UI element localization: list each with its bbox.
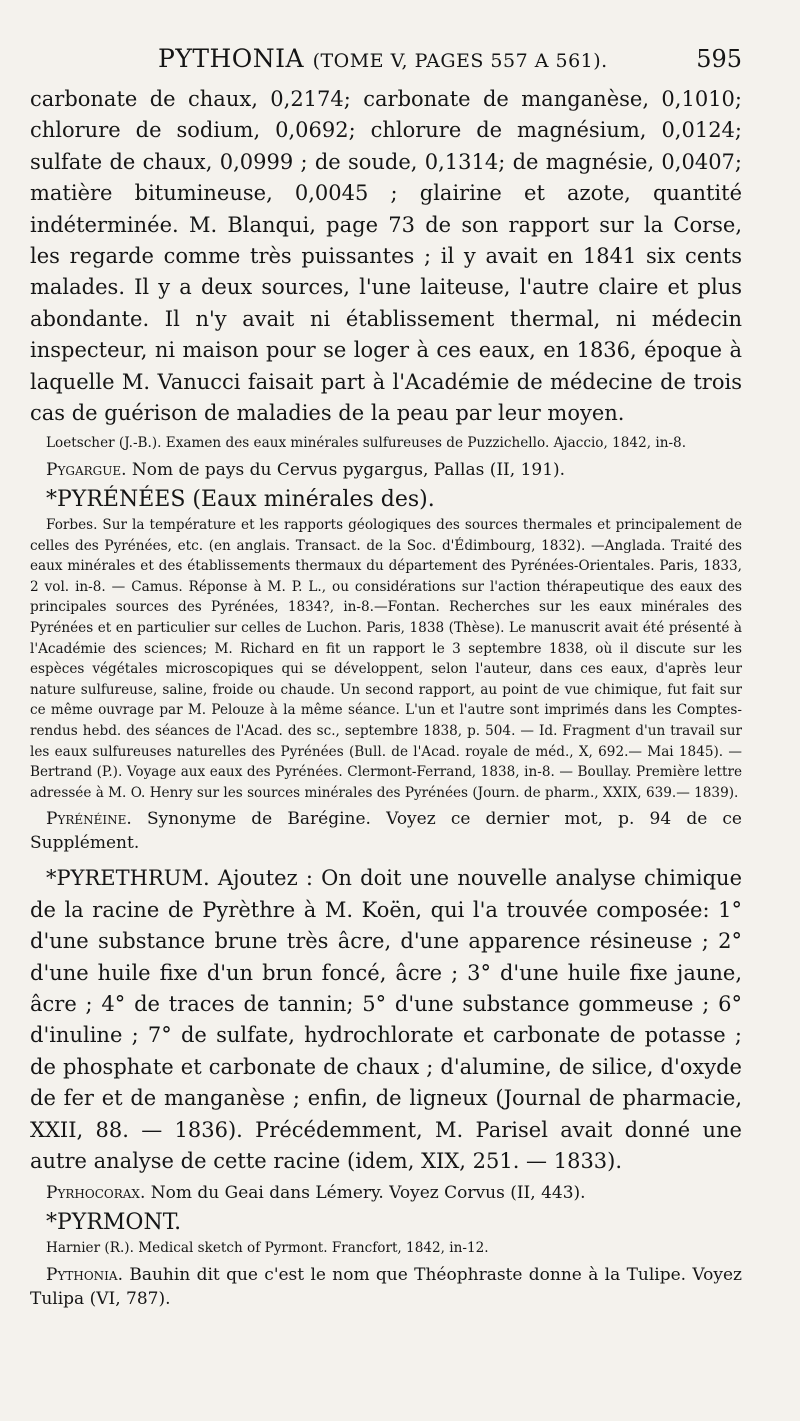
reference-harnier: Harnier (R.). Medical sketch of Pyrmont. Francfort, 1842, in-12. [46,1240,489,1257]
entry-text: Bauhin dit que c'est le nom que Théophraste donne à la Tulipe. Voyez Tulipa (VI, 787). [30,1265,742,1310]
entry-pygargue [30,458,742,482]
entry-pyreneine [30,807,742,855]
page-number: 595 [696,45,742,73]
entry-pythonia [30,1263,742,1311]
entry-term: Pyrénéine. [46,809,132,830]
entry-pyrethrum: *PYRETHRUM. Ajoutez : On doit une nouvelle analyse chimique de la racine de Pyrèthre à M. Koën, qui l'a trouvée composée: 1° d'une substance brune très âcre, d'une apparence résineuse ; 2° d'une huile fixe d'un brun foncé, âcre ; 3° d'une huile fixe jaune, âcre ; 4° de traces de tannin; 5° d'une substance gommeuse ; 6° d'inuline ; 7° de sulfate, hydrochlorate et carbonate de potasse ; de phosphate et carbonate de chaux ; d'alumine, de silice, d'oxyde de fer et de manganèse ; enfin, de ligneux (Journal de pharmacie, XXII, 88. — 1836). Précédemment, M. Parisel avait donné une autre analyse de cette racine (idem, XIX, 251. — 1833). [30,866,742,1174]
entry-term: Pythonia. [46,1265,123,1286]
entry-text: Nom de pays du Cervus pygargus, Pallas (II, 191). [131,460,566,481]
entry-title-pyrenees: *PYRÉNÉES (Eaux minérales des). [46,487,435,513]
reference-loetscher: Loetscher (J.-B.). Examen des eaux minérales sulfureuses de Puzzichello. Ajaccio, 1842, in-8. [46,435,687,452]
document-page [30,42,742,1311]
reference-pyrenees: Forbes. Sur la température et les rapports géologiques des sources thermales et principalement de celles des Pyrénées, etc. (en anglais. Transact. de la Soc. d'Édimbourg, 1832). —Anglada. Traité des eaux minérales et des établissements thermaux du département des Pyrénées-Orientales. Paris, 1833, 2 vol. in-8. — Camus. Réponse à M. P. L., ou considérations sur l'action thérapeutique des eaux des principales sources des Pyrénées, 1834?, in-8.—Fontan. Recherches sur les eaux minérales des Pyrénées et en particulier sur celles de Luchon. Paris, 1838 (Thèse). Le manuscrit avait été présenté à l'Académie des sciences; M. Richard en fit un rapport le 3 septembre 1838, où il discute sur les espèces végétales microscopiques qui se développent, selon l'auteur, dans ces eaux, d'après leur nature sulfureuse, saline, froide ou chaude. Un second rapport, au point de vue chimique, fut fait sur ce même ouvrage par M. Pelouze à la même séance. L'un et l'autre sont imprimés dans les Comptes-rendus hebd. des séances de l'Acad. des sc., septembre 1838, p. 504. — Id. Fragment d'un travail sur les eaux sulfureuses naturelles des Pyrénées (Bull. de l'Acad. royale de méd., X, 692.— Mai 1845). — Bertrand (P.). Voyage aux eaux des Pyrénées. Clermont-Ferrand, 1838, in-8. — Boullay. Première lettre adressée à M. O. Henry sur les sources minérales des Pyrénées (Journ. de pharm., XXIX, 639.— 1839). [30,517,742,801]
entry-text: Synonyme de Barégine. Voyez ce dernier mot, p. 94 de ce Supplément. [30,809,742,854]
entry-term: Pygargue. [46,460,127,481]
entry-term: Pyrhocorax. [46,1183,146,1204]
running-range: (TOME V, PAGES 557 A 561). [312,50,608,72]
entry-title-pyrmont: *PYRMONT. [46,1210,182,1236]
entry-text: Nom du Geai dans Lémery. Voyez Corvus (II, 443). [150,1183,586,1204]
continued-paragraph: carbonate de chaux, 0,2174; carbonate de manganèse, 0,1010; chlorure de sodium, 0,0692; chlorure de magnésium, 0,0124; sulfate de chaux, 0,0999 ; de soude, 0,1314; de magnésie, 0,0407; matière bitumineuse, 0,0045 ; glairine et azote, quantité indéterminée. M. Blanqui, page 73 de son rapport sur la Corse, les regarde comme très puissantes ; il y avait en 1841 six cents malades. Il y a deux sources, l'une laiteuse, l'autre claire et plus abondante. Il n'y avait ni établissement thermal, ni médecin inspecteur, ni maison pour se loger à ces eaux, en 1836, époque à laquelle M. Vanucci faisait part à l'Académie de médecine de trois cas de guérison de maladies de la peau par leur moyen. [30,87,742,426]
entry-pyrrhocorax [30,1181,742,1205]
running-header [30,42,742,78]
running-title: PYTHONIA [158,44,305,73]
